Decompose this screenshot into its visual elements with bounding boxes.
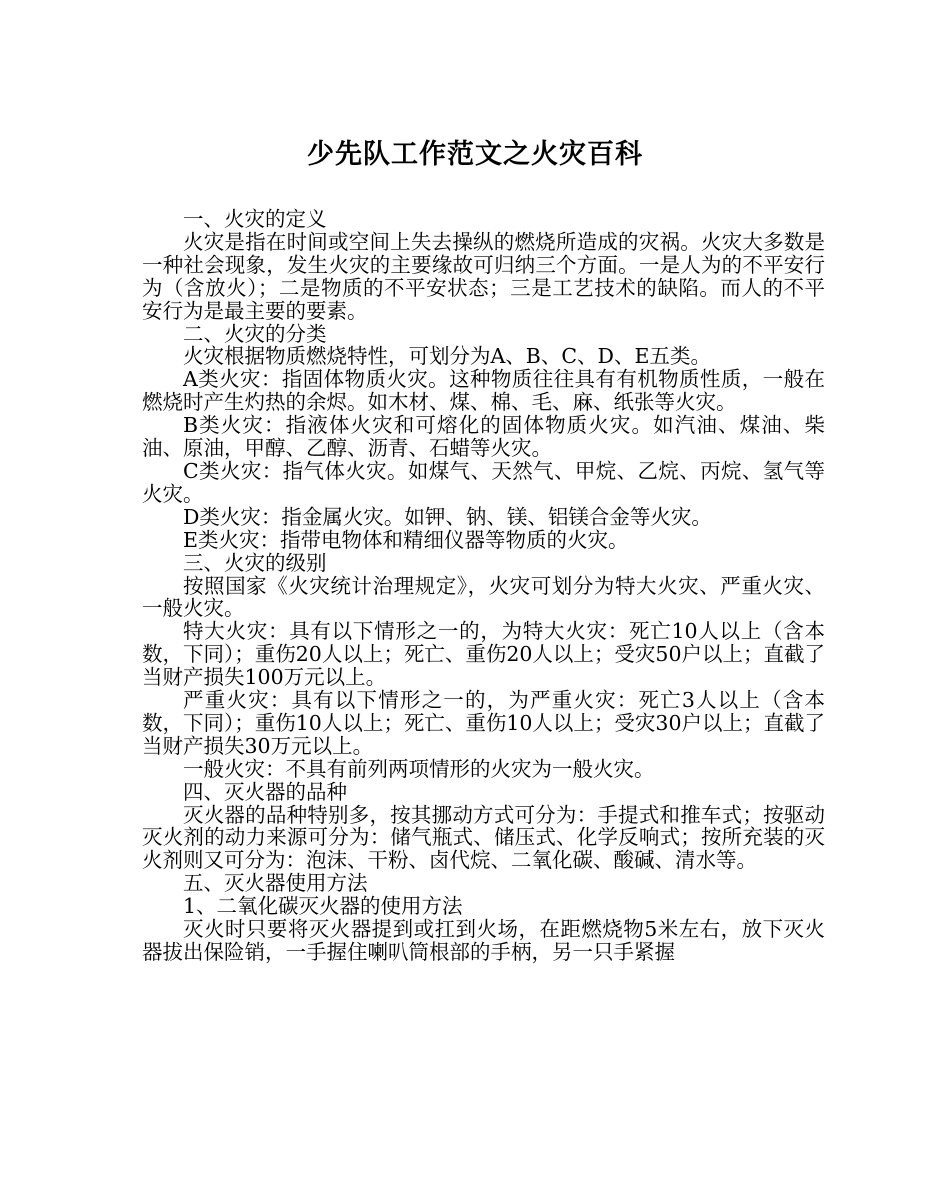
paragraph: 灭火器的品种特别多，按其挪动方式可分为：手提式和推车式；按驱动灭火剂的动力来源可分为：储气瓶式、储压式、化学反响式；按所充装的灭火剂则又可分为：泡沫、干粉、卤代烷、二氧化碳、酸碱、清水等。 (142, 802, 825, 873)
paragraph: 按照国家《火灾统计治理规定》，火灾可划分为特大火灾、严重火灾、一般火灾。 (142, 573, 825, 621)
document-title: 少先队工作范文之火灾百科 (307, 139, 643, 170)
paragraph: D类火灾：指金属火灾。如钾、钠、镁、铝镁合金等火灾。 (183, 504, 712, 529)
section-heading-levels: 三、火灾的级别 (183, 550, 327, 575)
paragraph: C类火灾：指气体火灾。如煤气、天然气、甲烷、乙烷、丙烷、氢气等火灾。 (142, 458, 825, 506)
paragraph: 一般火灾：不具有前列两项情形的火灾为一般火灾。 (183, 756, 655, 781)
paragraph: 火灾是指在时间或空间上失去操纵的燃烧所造成的灾祸。火灾大多数是一种社会现象，发生火灾的主要缘故可归纳三个方面。一是人为的不平安行为（含放火）；二是物质的不平安状态；三是工艺技术的缺陷。而人的不平安行为是最主要的要素。 (142, 229, 825, 323)
paragraph: 火灾根据物质燃烧特性，可划分为A、B、C、D、E五类。 (183, 344, 711, 369)
section-heading-extinguisher-usage: 五、灭火器使用方法 (183, 871, 368, 896)
paragraph: 特大火灾：具有以下情形之一的，为特大火灾：死亡10人以上（含本数，下同）；重伤20人以上；死亡、重伤20人以上；受灾50户以上；直截了当财产损失100万元以上。 (142, 619, 826, 690)
paragraph: E类火灾：指带电物体和精细仪器等物质的火灾。 (183, 527, 629, 552)
subsection-heading-co2-usage: 1、二氧化碳灭火器的使用方法 (183, 894, 463, 919)
paragraph: A类火灾：指固体物质火灾。这种物质往往具有有机物质性质，一般在燃烧时产生灼热的余烬。如木材、煤、棉、毛、麻、纸张等火灾。 (142, 367, 825, 415)
document-body (142, 208, 825, 964)
section-heading-definition: 一、火灾的定义 (183, 207, 327, 231)
paragraph: 灭火时只要将灭火器提到或扛到火场，在距燃烧物5米左右，放下灭火器拔出保险销，一手握住喇叭筒根部的手柄，另一只手紧握 (142, 917, 825, 964)
section-heading-extinguisher-types: 四、灭火器的品种 (183, 779, 347, 804)
section-heading-classification: 二、火灾的分类 (183, 321, 327, 346)
paragraph: 严重火灾：具有以下情形之一的，为严重火灾：死亡3人以上（含本数，下同）；重伤10人以上；死亡、重伤10人以上；受灾30户以上；直截了当财产损失30万元以上。 (142, 688, 826, 758)
paragraph: B类火灾：指液体火灾和可熔化的固体物质火灾。如汽油、煤油、柴油、原油，甲醇、乙醇、沥青、石蜡等火灾。 (142, 413, 825, 461)
